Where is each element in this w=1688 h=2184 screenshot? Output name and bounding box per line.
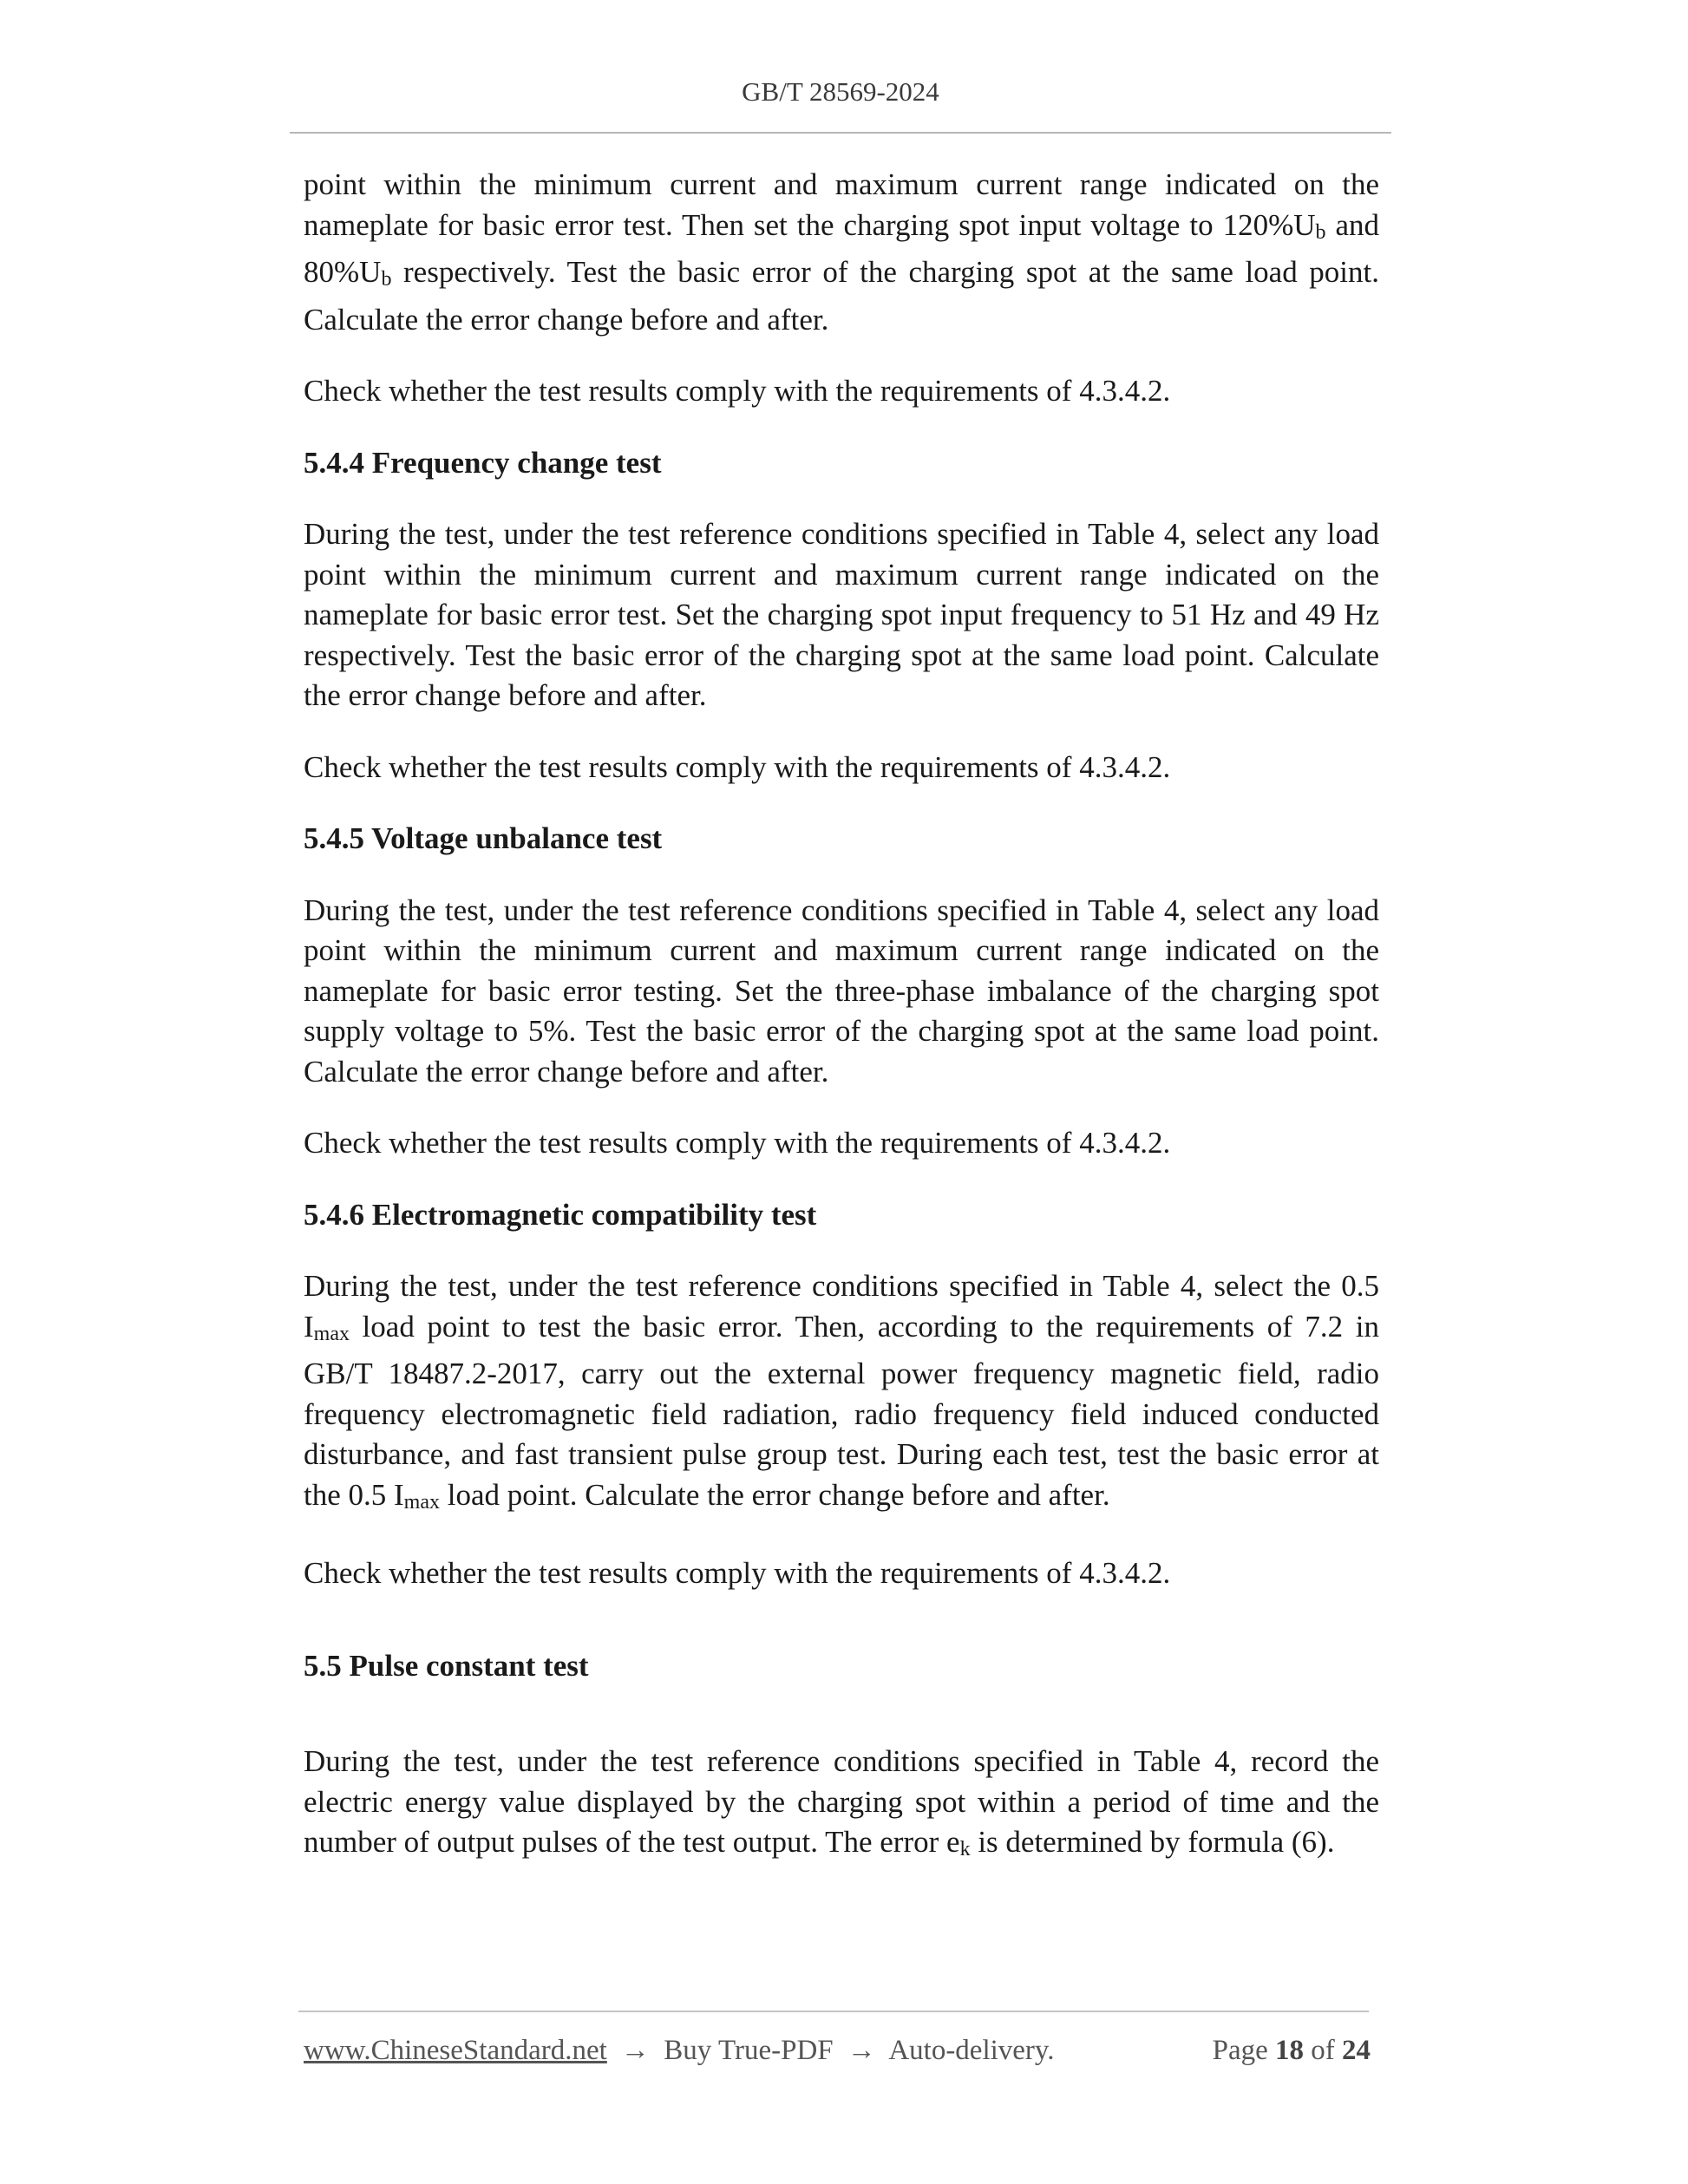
arrow-right-icon: → bbox=[621, 2035, 651, 2066]
document-body bbox=[304, 165, 1379, 1870]
page-current: 18 bbox=[1275, 2035, 1304, 2066]
section-heading-5-5: 5.5 Pulse constant test bbox=[304, 1648, 589, 1683]
section-heading-5-4-4: 5.4.4 Frequency change test bbox=[304, 445, 662, 480]
auto-delivery-text: Auto-delivery. bbox=[888, 2035, 1055, 2066]
footer-promo bbox=[304, 2031, 1055, 2070]
paragraph-emc-test: During the test, under the test reference conditions specified in Table 4, select the 0.5 $I_{max}$ load point to test the basic error. Then, according to the requirements of 7.2 in GB/T 18487.2-2017, carry out the external power frequency magnetic field, radio frequency electromagnetic field radiation, radio frequency field induced conducted disturbance, and fast transient pulse group test. During each test, test the basic error at the 0.5 $I_{max}$ load point. Calculate the error change before and after. bbox=[304, 1269, 1379, 1514]
page-header bbox=[290, 75, 1391, 134]
section-heading-5-4-5: 5.4.5 Voltage unbalance test bbox=[304, 821, 663, 855]
page-footer bbox=[304, 2031, 1371, 2070]
section-heading-5-4-6: 5.4.6 Electromagnetic compatibility test bbox=[304, 1197, 817, 1232]
paragraph-frequency-change: During the test, under the test reference conditions specified in Table 4, select any load point within the minimum current and maximum current range indicated on the nameplate for basic error test. Set the charging spot input frequency to 51 Hz and 49 Hz respectively. Test the basic error of the charging spot at the same load point. Calculate the error change before and after. bbox=[304, 517, 1379, 712]
footer-divider bbox=[298, 2011, 1369, 2012]
check-statement: Check whether the test results comply with the requirements of 4.3.4.2. bbox=[304, 749, 1171, 784]
check-statement: Check whether the test results comply with the requirements of 4.3.4.2. bbox=[304, 1126, 1171, 1160]
website-link[interactable]: www.ChineseStandard.net bbox=[304, 2035, 607, 2066]
document-id: GB/T 28569-2024 bbox=[742, 76, 939, 107]
page-total: 24 bbox=[1342, 2035, 1371, 2066]
arrow-right-icon: → bbox=[847, 2035, 876, 2066]
page-indicator bbox=[1213, 2031, 1371, 2070]
paragraph-voltage-unbalance: During the test, under the test reference conditions specified in Table 4, select any load point within the minimum current and maximum current range indicated on the nameplate for basic error testing. Set the three-phase imbalance of the charging spot supply voltage to 5%. Test the basic error of the charging spot at the same load point. Calculate the error change before and after. bbox=[304, 893, 1379, 1089]
page-label: Page bbox=[1212, 2035, 1268, 2066]
paragraph-intro: point within the minimum current and maximum current range indicated on the nameplate for basic error test. Then set the charging spot input voltage to $120\%U_b$ and $80\%U_b$ respectively. Test the basic error of the charging spot at the same load point. Calculate the error change before and after. bbox=[304, 167, 1379, 337]
check-statement: Check whether the test results comply with the requirements of 4.3.4.2. bbox=[304, 374, 1171, 408]
buy-pdf-text: Buy True-PDF bbox=[664, 2035, 834, 2066]
paragraph-pulse-constant: During the test, under the test reference conditions specified in Table 4, record the electric energy value displayed by the charging spot within a period of time and the number of output pulses of the test output. The error $e_k$ is determined by formula (6). bbox=[304, 1744, 1379, 1860]
check-statement: Check whether the test results comply with the requirements of 4.3.4.2. bbox=[304, 1556, 1171, 1590]
page-of-label: of bbox=[1311, 2035, 1335, 2066]
